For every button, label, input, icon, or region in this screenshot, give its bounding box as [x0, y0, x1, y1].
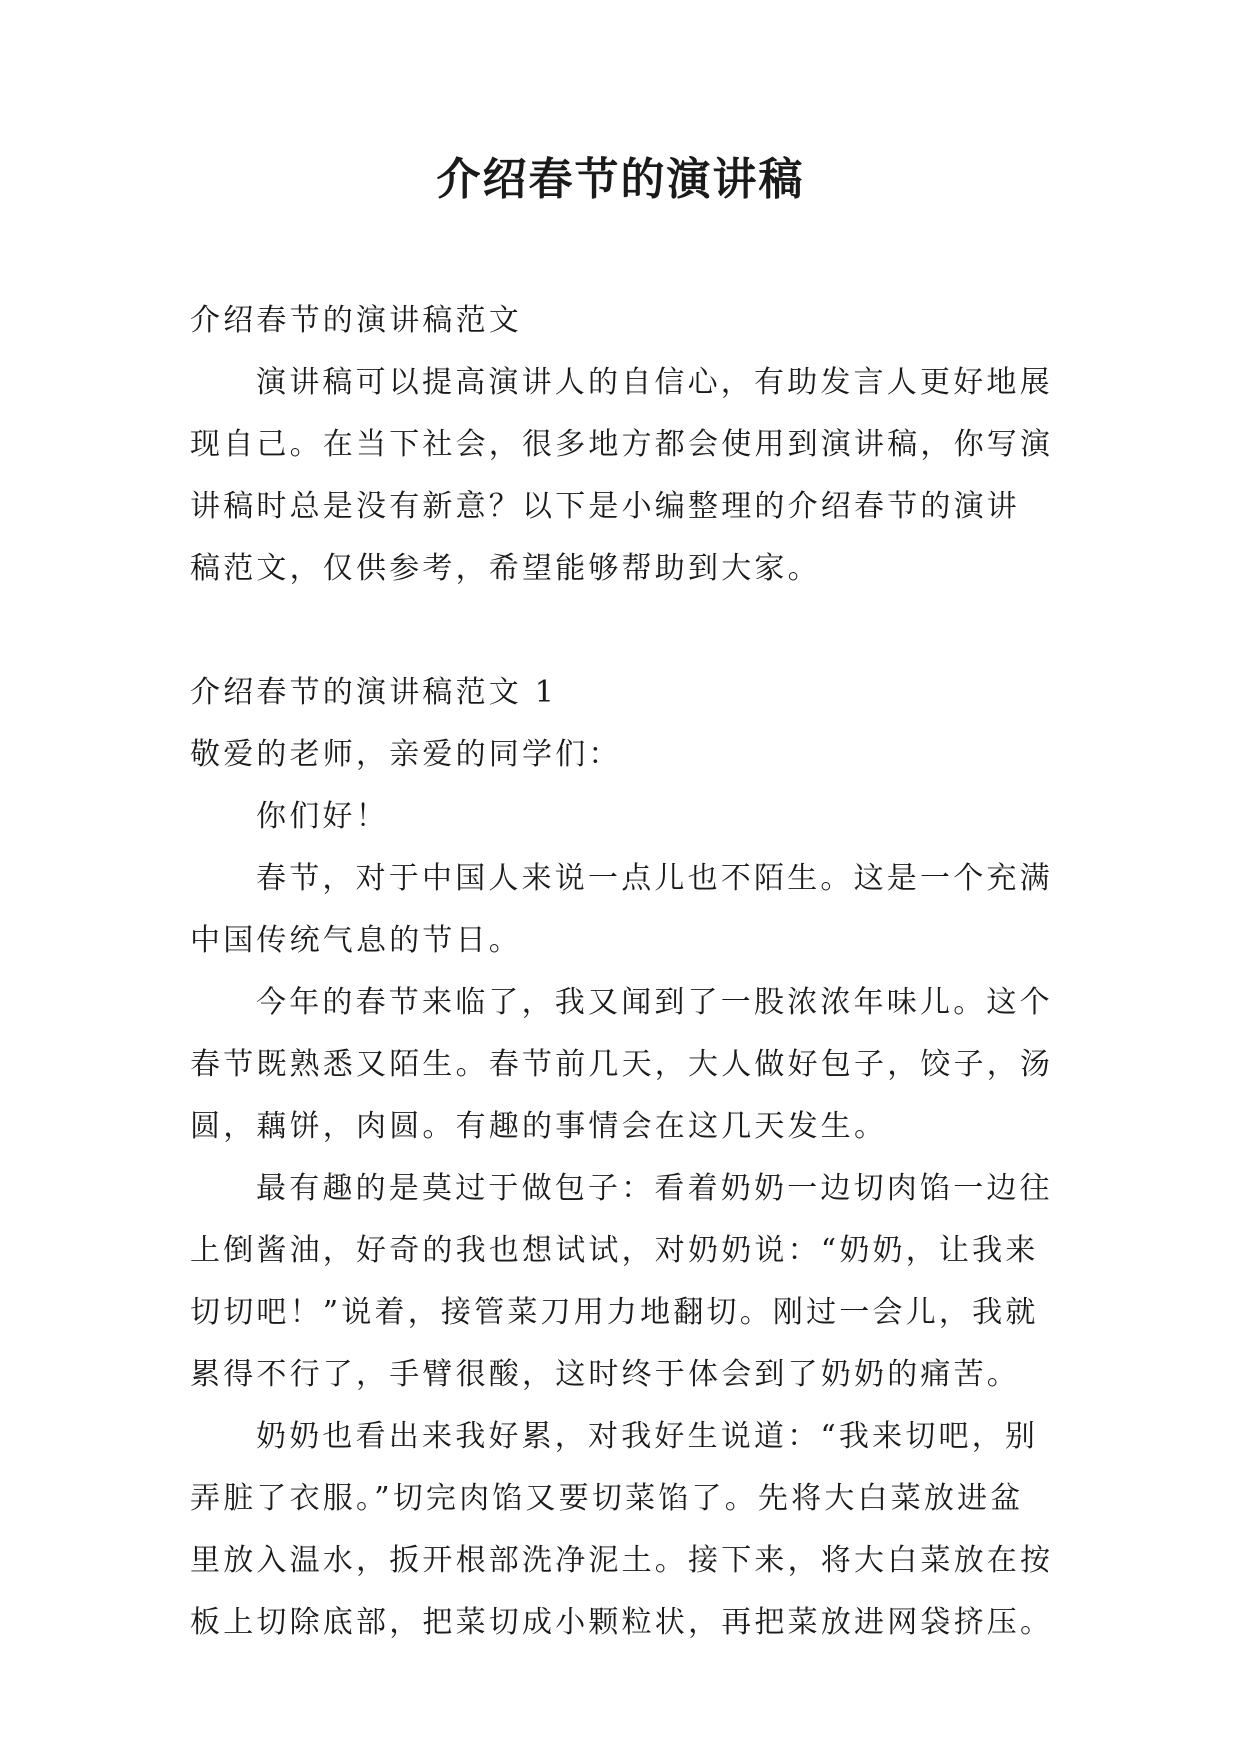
paragraph-line: 累得不行了，手臂很酸，这时终于体会到了奶奶的痛苦。	[190, 1357, 1020, 1392]
paragraph-line: 演讲稿可以提高演讲人的自信心，有助发言人更好地展	[256, 365, 1053, 400]
paragraph-line: 里放入温水，扳开根部洗净泥土。接下来，将大白菜放在按	[190, 1543, 1054, 1578]
paragraph-line: 弄脏了衣服。”切完肉馅又要切菜馅了。先将大白菜放进盆	[190, 1481, 1024, 1516]
paragraph-line: 中国传统气息的节日。	[190, 923, 522, 958]
blank-line	[190, 600, 1070, 662]
paragraph-line: 上倒酱油，好奇的我也想试试，对奶奶说：“奶奶，让我来	[190, 1233, 1039, 1268]
section-heading: 介绍春节的演讲稿范文 1	[190, 675, 558, 710]
paragraph-line: 春节，对于中国人来说一点儿也不陌生。这是一个充满	[256, 861, 1053, 896]
paragraph-line: 现自己。在当下社会，很多地方都会使用到演讲稿，你写演	[190, 427, 1054, 462]
section-heading: 介绍春节的演讲稿范文	[190, 303, 522, 338]
paragraph-line: 春节既熟悉又陌生。春节前几天，大人做好包子，饺子，汤	[190, 1047, 1054, 1082]
paragraph-line: 稿范文，仅供参考，希望能够帮助到大家。	[190, 551, 821, 586]
paragraph-line: 奶奶也看出来我好累，对我好生说道：“我来切吧，别	[256, 1419, 1039, 1454]
paragraph-line: 讲稿时总是没有新意？以下是小编整理的介绍春节的演讲	[190, 489, 1020, 524]
paragraph-line: 圆，藕饼，肉圆。有趣的事情会在这几天发生。	[190, 1109, 888, 1144]
document-body	[190, 290, 1070, 1654]
paragraph-line: 板上切除底部，把菜切成小颗粒状，再把菜放进网袋挤压。	[190, 1605, 1054, 1640]
paragraph-line: 今年的春节来临了，我又闻到了一股浓浓年味儿。这个	[256, 985, 1053, 1020]
greeting-line: 你们好！	[256, 799, 389, 834]
paragraph-line: 切切吧！”说着，接管菜刀用力地翻切。刚过一会儿，我就	[190, 1295, 1039, 1330]
document-title: 介绍春节的演讲稿	[436, 154, 805, 205]
paragraph-line: 最有趣的是莫过于做包子：看着奶奶一边切肉馅一边往	[256, 1171, 1053, 1206]
salutation-line: 敬爱的老师，亲爱的同学们：	[190, 737, 622, 772]
